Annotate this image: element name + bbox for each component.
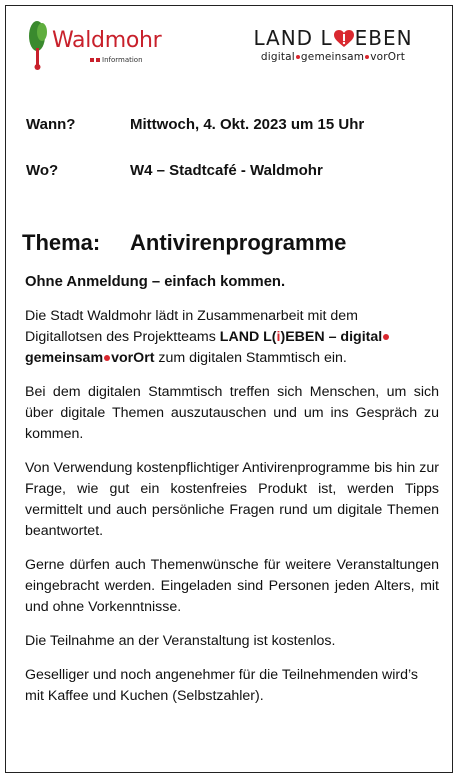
waldmohr-logo — [28, 20, 188, 72]
waldmohr-logo-name: Waldmohr — [52, 28, 162, 53]
where-value: W4 – Stadtcafé - Waldmohr — [130, 162, 323, 179]
topic-value: Antivirenprogramme — [130, 230, 347, 255]
heart-icon — [334, 30, 354, 48]
land-lieben-title: LAND L EBEN — [253, 26, 413, 50]
when-label: Wann? — [26, 116, 76, 133]
flyer-header — [6, 6, 454, 86]
paragraph-stammtisch: Bei dem digitalen Stammtisch treffen sich Menschen, um sich über digitale Themen auszutauschen und um ins Gespräch zu kommen. — [25, 384, 439, 442]
flyer-body — [25, 272, 439, 720]
topic-label: Thema: — [22, 230, 101, 255]
paragraph-free: Die Teilnahme an der Veranstaltung ist kostenlos. — [25, 633, 336, 649]
event-when — [26, 116, 364, 133]
red-dot-icon — [383, 334, 389, 340]
tree-icon — [28, 20, 52, 72]
where-label: Wo? — [26, 162, 59, 179]
paragraph-wishes: Gerne dürfen auch Themenwünsche für weitere Veranstaltungen eingebracht werden. Eingeladen sind Personen jeden Alters, mit und ohne Vorkenntnisse. — [25, 557, 439, 615]
waldmohr-logo-subtitle: Information — [90, 56, 143, 64]
when-value: Mittwoch, 4. Okt. 2023 um 15 Uhr — [130, 116, 365, 133]
flyer-frame — [5, 5, 453, 773]
lead-line: Ohne Anmeldung – einfach kommen. — [25, 274, 286, 290]
red-dot-icon — [104, 355, 110, 361]
land-lieben-subtitle: digital gemeinsam vorOrt — [260, 51, 406, 63]
land-lieben-logo — [238, 26, 428, 72]
event-where — [26, 162, 323, 179]
paragraph-coffee: Geselliger und noch angenehmer für die Teilnehmenden wird’s mit Kaffee und Kuchen (Selbstzahler). — [25, 667, 419, 704]
topic-heading — [22, 230, 346, 256]
paragraph-tipps: Von Verwendung kostenpflichtiger Antivirenprogramme bis hin zur Frage, wie gut ein kostenfreies Produkt ist, werden Tipps vermittelt und auch persönliche Fragen rund um digitale Themen beantwortet. — [25, 460, 439, 539]
paragraph-intro: Die Stadt Waldmohr lädt in Zusammenarbeit mit dem Digitallotsen des Projektteams LAND L(i)EBEN – digitalgemeinsam vorOrt zum digitalen Stammtisch ein. — [25, 306, 439, 369]
